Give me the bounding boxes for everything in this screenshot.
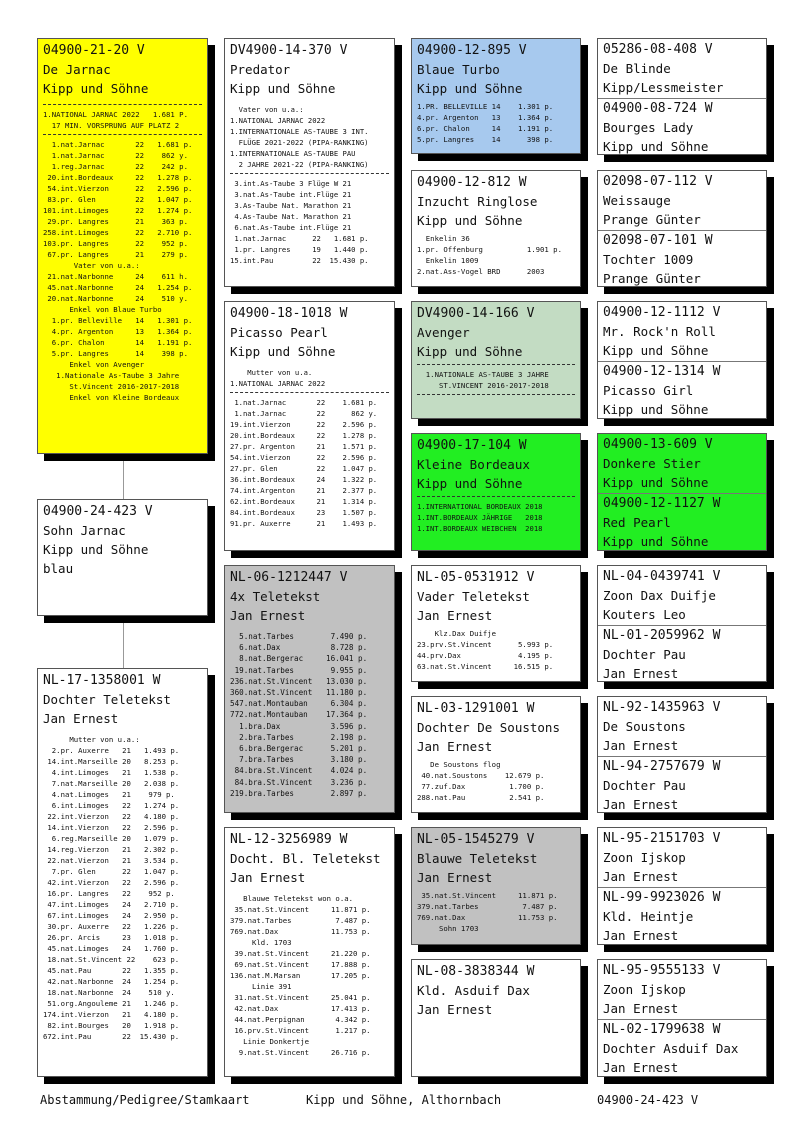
pigeon-name: Kleine Bordeaux [417,457,530,472]
pigeon-name: Vader Teletekst [417,589,530,604]
owner-name: Jan Ernest [43,711,119,726]
pigeon-name: Dochter De Soustons [417,720,560,735]
notes-header [230,367,389,389]
pigeon-name: Inzucht Ringlose [417,194,538,209]
note-line: 6.reg.Marseille 20 1.079 p. [43,834,180,843]
note-line: 1.nat.Jarnac 22 1.681 p. [230,234,369,243]
color-label: blau [43,561,74,576]
pigeon-name: Docht. Bl. Teletekst [230,851,381,866]
owner-name: Kipp und Söhne [603,343,709,358]
note-line: 67.pr. Langres 21 279 p. [43,250,188,259]
divider [598,887,766,888]
owner-name: Kouters Leo [603,607,686,622]
owner-name: Jan Ernest [417,1002,493,1017]
pigeon-name: De Blinde [603,61,671,76]
note-line: 17 MIN. VORSPRUNG AUF PLATZ 2 [43,121,180,130]
owner-name: Jan Ernest [417,870,493,885]
note-line: 40.nat.Soustons 12.679 p. [417,771,545,780]
note-line: Kld. 1703 [230,938,292,947]
owner-name: Prange Günter [603,271,701,286]
note-line: 6.int.Limoges 22 1.274 p. [43,801,180,810]
dashed-separator [43,104,202,105]
note-line: 27.pr. Glen 22 1.047 p. [230,464,378,473]
pigeon-name: Donkere Stier [603,456,701,471]
note-line: 288.nat.Pau 2.541 p. [417,793,545,802]
sire-card [37,38,208,454]
divider [598,625,766,626]
dashed-separator [417,394,575,395]
note-line: 1.INT.BORDEAUX WEIBCHEN 2018 [417,524,543,533]
pigeon-name: Picasso Pearl [230,325,328,340]
note-line: 20.nat.Narbonne 24 510 y. [43,294,188,303]
g4-card [597,696,767,813]
ring-number: NL-12-3256989 W [230,832,348,847]
g4-card [597,827,767,945]
results-list [43,139,202,403]
results-list [230,631,389,799]
note-line: 31.nat.St.Vincent 25.041 p. [230,993,371,1002]
note-line: 35.nat.St.Vincent 11.871 p. [230,905,371,914]
sire-dam-card [224,301,395,551]
ring-number: DV4900-14-370 V [230,43,348,58]
note-line: 42.nat.Dax 17.413 p. [230,1004,371,1013]
note-line: Blauwe Teletekst won o.a. [230,894,354,903]
owner-name: Prange Günter [603,212,701,227]
pigeon-name: Dochter Teletekst [43,692,171,707]
note-line: 258.int.Limoges 22 2.710 p. [43,228,193,237]
note-line: 7.pr. Glen 22 1.047 p. [43,867,180,876]
pigeon-name: Kld. Heintje [603,909,694,924]
sss-card [411,38,581,154]
note-line: 35.nat.St.Vincent 11.871 p. [417,891,558,900]
notes-header [43,109,202,131]
note-line: 14.reg.Vierzon 21 2.302 p. [43,845,180,854]
note-line: Linie Donkertje [230,1037,310,1046]
g4-card [597,38,767,155]
note-line: 67.int.Limoges 24 2.950 p. [43,911,180,920]
divider [598,98,766,99]
pigeon-name: De Soustons [603,719,686,734]
g4-card [597,170,767,287]
results-list [417,890,575,934]
footer-breeder: Kipp und Söhne, Althornbach [306,1093,502,1107]
note-line: 1.PR. BELLEVILLE 14 1.301 p. [417,102,554,111]
note-line: 772.nat.Montauban 17.364 p. [230,710,368,720]
owner-name: Jan Ernest [230,870,306,885]
note-line: 1.INT.BORDEAUX JÄHRIGE 2018 [417,513,543,522]
note-line: 5.pr. Langres 14 398 p. [417,135,554,144]
ring-number: DV4900-14-166 V [417,306,535,321]
note-line: 7.bra.Tarbes 3.180 p. [230,755,368,765]
note-line: 360.nat.St.Vincent 11.180 p. [230,688,368,698]
note-line: 18.nat.Narbonne 24 510 y. [43,988,175,997]
subject-card [37,499,208,616]
ring-number: NL-08-3838344 W [417,964,535,979]
note-line: 2.nat.Ass-Vogel BRD 2003 [417,267,545,276]
note-line: 23.prv.St.Vincent 5.993 p. [417,640,554,649]
connector-line [123,455,124,499]
note-line: 1.INTERNATIONAL BORDEAUX 2018 [417,502,543,511]
pigeon-name: Dochter Pau [603,647,686,662]
pigeon-name: Sohn Jarnac [43,523,126,538]
divider [598,361,766,362]
ring-number: 04900-21-20 V [43,43,145,58]
owner-name: Kipp und Söhne [417,476,523,491]
owner-name: Kipp und Söhne [603,534,709,549]
pigeon-name: Zoon Ijskop [603,850,686,865]
note-line: 63.nat.St.Vincent 16.515 p. [417,662,554,671]
divider [598,756,766,757]
note-line: 91.pr. Auxerre 21 1.493 p. [230,519,378,528]
ring-number: 04900-13-609 V [603,437,713,452]
pigeon-name: Predator [230,62,291,77]
dsd-card [411,696,581,813]
note-line: 1.INTERNATIONALE AS-TAUBE PAU [230,149,356,158]
owner-name: Kipp/Lessmeister [603,80,724,95]
note-line: 379.nat.Tarbes 7.487 p. [417,902,558,911]
pigeon-name: Blaue Turbo [417,62,500,77]
performance-notes [230,104,389,266]
note-line: 6.bra.Bergerac 5.201 p. [230,744,368,754]
dashed-separator [230,392,389,393]
pigeon-name: Picasso Girl [603,383,694,398]
note-line: 54.int.Vierzon 22 2.596 p. [230,453,378,462]
note-line: 6.nat.Dax 8.728 p. [230,643,368,653]
ring-number: 04900-08-724 W [603,101,713,116]
note-line: 45.nat.Narbonne 24 1.254 p. [43,283,193,292]
note-line: 769.nat.Dax 11.753 p. [230,927,371,936]
dashed-separator [43,134,202,135]
performance-notes [230,367,389,529]
note-line: 1.nat.Jarnac 22 1.681 p. [43,140,193,149]
notes-header [230,104,389,170]
connector-line [123,616,124,668]
dam-dam-card [224,827,395,1077]
owner-name: Kipp und Söhne [603,402,709,417]
owner-name: Jan Ernest [230,608,306,623]
note-line: 236.nat.St.Vincent 13.030 p. [230,676,368,686]
ring-number: 04900-12-1112 V [603,305,721,320]
ring-number: 05286-08-408 V [603,42,713,57]
owner-name: Kipp und Söhne [230,81,336,96]
g4-card [597,959,767,1077]
owner-name: Jan Ernest [603,928,679,943]
note-line: 101.int.Limoges 22 1.274 p. [43,206,193,215]
divider [598,230,766,231]
note-line: 47.int.Limoges 24 2.710 p. [43,900,180,909]
dashed-separator [417,364,575,365]
results-list [417,759,575,803]
ring-number: 02098-07-112 V [603,174,713,189]
note-line: 44.prv.Dax 4.195 p. [417,651,554,660]
note-line: 6.nat.As-Taube int.Flüge 21 [230,223,352,232]
ring-number: NL-02-1799638 W [603,1022,721,1037]
note-line: 45.nat.Limoges 24 1.760 p. [43,944,180,953]
g4-card [597,301,767,419]
pigeon-name: Zoon Ijskop [603,982,686,997]
note-line: 1.NATIONAL JARNAC 2022 [230,379,326,388]
performance-notes [417,496,575,534]
note-line: 2.pr. Auxerre 21 1.493 p. [43,746,180,755]
note-line: 20.int.Bordeaux 22 1.278 p. [43,173,193,182]
dashed-separator [230,173,389,174]
owner-name: Jan Ernest [603,738,679,753]
note-line: 51.org.Angouleme 21 1.246 p. [43,999,180,1008]
pigeon-name: Bourges Lady [603,120,694,135]
sdd-card [411,433,581,551]
note-line: 19.nat.Tarbes 9.955 p. [230,665,368,675]
note-line: 22.nat.Vierzon 21 3.534 p. [43,856,180,865]
divider [598,493,766,494]
ring-number: NL-03-1291001 W [417,701,535,716]
pigeon-name: Tochter 1009 [603,252,694,267]
note-line: 26.pr. Arcis 23 1.018 p. [43,933,180,942]
note-line: 547.nat.Montauban 6.304 p. [230,699,368,709]
note-line: 1.NATIONAL JARNAC 2022 1.681 P. [43,110,188,119]
note-line: 18.nat.St.Vincent 22 623 p. [43,955,180,964]
ring-number: 04900-12-1127 W [603,496,721,511]
ring-number: 02098-07-101 W [603,233,713,248]
note-line: Mutter von u.a. [230,368,313,377]
note-line: 44.nat.Perpignan 4.342 p. [230,1015,371,1024]
note-line: 2.bra.Tarbes 2.198 p. [230,732,368,742]
ring-number: 04900-12-1314 W [603,364,721,379]
owner-name: Jan Ernest [603,1001,679,1016]
footer-title: Abstammung/Pedigree/Stamkaart [40,1093,250,1107]
note-line: 136.nat.M.Marsan 17.205 p. [230,971,371,980]
results-list [43,734,202,1042]
ring-number: NL-05-0531912 V [417,570,535,585]
dam-card [37,668,208,1077]
owner-name: Kipp und Söhne [417,344,523,359]
note-line: 1.INTERNATIONALE AS-TAUBE 3 INT. [230,127,369,136]
note-line: 1.nat.Jarnac 22 1.681 p. [230,398,378,407]
note-line: 29.pr. Langres 21 363 p. [43,217,188,226]
note-line: 1.NATIONALE AS-TAUBE 3 JAHRE [417,370,549,379]
owner-name: Kipp und Söhne [230,344,336,359]
note-line: 1.bra.Dax 3.596 p. [230,721,368,731]
note-line: 5.nat.Tarbes 7.490 p. [230,632,368,641]
ring-number: NL-04-0439741 V [603,569,721,584]
note-line: 2 JAHRE 2021-22 (PIPA-RANKING) [230,160,369,169]
note-line: 83.pr. Glen 22 1.047 p. [43,195,193,204]
ddd-card [411,959,581,1077]
pigeon-name: Dochter Pau [603,778,686,793]
note-line: 103.pr. Langres 22 952 p. [43,239,188,248]
note-line: 77.zuf.Dax 1.700 p. [417,782,545,791]
pigeon-name: Zoon Dax Duifje [603,588,716,603]
ring-number: NL-95-9555133 V [603,963,721,978]
pigeon-name: Red Pearl [603,515,671,530]
note-line: 36.int.Bordeaux 24 1.322 p. [230,475,378,484]
pigeon-name: Mr. Rock'n Roll [603,324,716,339]
results-list [230,397,389,529]
note-line: 62.int.Bordeaux 21 1.314 p. [230,497,378,506]
ssd-card [411,170,581,287]
results-list [417,628,575,672]
results-list [417,101,575,145]
pigeon-name: Dochter Asduif Dax [603,1041,739,1056]
note-line: 21.nat.Narbonne 24 611 h. [43,272,188,281]
note-line: 14.int.Vierzon 22 2.596 p. [43,823,180,832]
note-line: Enkelin 1009 [417,256,479,265]
note-line: 1.NATIONAL JARNAC 2022 [230,116,326,125]
note-line: 1.pr. Langres 19 1.440 p. [230,245,369,254]
note-line: 1.pr. Belleville 14 1.301 p. [43,316,193,325]
ring-number: NL-06-1212447 V [230,570,348,585]
note-line: 20.int.Bordeaux 22 1.278 p. [230,431,378,440]
owner-name: Jan Ernest [603,1060,679,1075]
note-line: 15.int.Pau 22 15.430 p. [230,256,369,265]
note-line: Enkel von Blaue Turbo [43,305,162,314]
note-line: Enkel von Avenger [43,360,145,369]
note-line: 3.As-Taube Nat. Marathon 21 [230,201,352,210]
note-line: 6.pr. Chalon 14 1.191 p. [417,124,554,133]
note-line: Vater von u.a.: [43,261,140,270]
results-list [230,178,389,266]
note-line: Klz.Dax Duifje [417,629,497,638]
performance-notes [43,104,202,403]
note-line: 22.int.Vierzon 22 4.180 p. [43,812,180,821]
ring-number: 04900-18-1018 W [230,306,348,321]
owner-name: Kipp und Söhne [417,81,523,96]
ring-number: 04900-12-895 V [417,43,527,58]
results-list [230,893,389,1058]
pigeon-name: Avenger [417,325,470,340]
results-list [417,501,575,534]
note-line: 379.nat.Tarbes 7.487 p. [230,916,371,925]
note-line: Vater von u.a.: [230,105,304,114]
note-line: 8.nat.Bergerac 16.041 p. [230,654,368,664]
note-line: 42.int.Vierzon 22 2.596 p. [43,878,180,887]
dam-sire-card [224,565,395,813]
performance-notes [417,364,575,395]
g4-card [597,565,767,682]
note-line: 82.int.Bourges 20 1.918 p. [43,1021,180,1030]
note-line: 4.pr. Argenton 13 1.364 p. [43,327,193,336]
owner-name: Jan Ernest [603,869,679,884]
results-list [417,369,575,391]
divider [598,1019,766,1020]
note-line: 54.int.Vierzon 22 2.596 p. [43,184,193,193]
note-line: 6.pr. Chalon 14 1.191 p. [43,338,193,347]
ring-number: 04900-17-104 W [417,438,527,453]
note-line: 84.int.Bordeaux 23 1.507 p. [230,508,378,517]
ring-number: NL-94-2757679 W [603,759,721,774]
results-list [417,233,575,277]
note-line: ST.VINCENT 2016-2017-2018 [417,381,549,390]
note-line: 4.nat.Limoges 21 979 p. [43,790,175,799]
note-line: Linie 391 [230,982,292,991]
footer-ring: 04900-24-423 V [597,1093,699,1107]
dashed-separator [417,496,575,497]
pigeon-name: De Jarnac [43,62,111,77]
dss-card [411,565,581,682]
note-line: 69.nat.St.Vincent 17.888 p. [230,960,371,969]
owner-name: Jan Ernest [603,797,679,812]
note-line: 672.int.Pau 22 15.430 p. [43,1032,180,1041]
note-line: 219.bra.Tarbes 2.897 p. [230,788,368,798]
note-line: 4.int.Limoges 21 1.538 p. [43,768,180,777]
note-line: 84.bra.St.Vincent 3.236 p. [230,777,368,787]
owner-name: Kipp und Söhne [417,213,523,228]
note-line: 3.int.As-Taube 3 Flüge W 21 [230,179,352,188]
note-line: 30.pr. Auxerre 22 1.226 p. [43,922,180,931]
ring-number: 04900-12-812 W [417,175,527,190]
note-line: 1.nat.Jarnac 22 862 y. [43,151,188,160]
sds-card [411,301,581,419]
note-line: 84.bra.St.Vincent 4.024 p. [230,766,368,776]
g4-card [597,433,767,551]
note-line: FLÜGE 2021-2022 (PIPA-RANKING) [230,138,369,147]
pigeon-name: 4x Teletekst [230,589,321,604]
note-line: 74.int.Argenton 21 2.377 p. [230,486,378,495]
owner-name: Jan Ernest [417,739,493,754]
note-line: 7.nat.Marseille 20 2.038 p. [43,779,180,788]
note-line: 1.reg.Jarnac 22 242 p. [43,162,188,171]
note-line: 14.int.Marseille 20 8.253 p. [43,757,180,766]
note-line: 19.int.Vierzon 22 2.596 p. [230,420,378,429]
note-line: 39.nat.St.Vincent 21.220 p. [230,949,371,958]
note-line: Enkel von Kleine Bordeaux [43,393,180,402]
ring-number: NL-99-9923026 W [603,890,721,905]
owner-name: Kipp und Söhne [43,81,149,96]
note-line: 769.nat.Dax 11.753 p. [417,913,558,922]
note-line: 5.pr. Langres 14 398 p. [43,349,188,358]
ring-number: NL-05-1545279 V [417,832,535,847]
pigeon-name: Kld. Asduif Dax [417,983,530,998]
note-line: 174.int.Vierzon 21 4.180 p. [43,1010,180,1019]
ring-number: NL-01-2059962 W [603,628,721,643]
owner-name: Jan Ernest [603,666,679,681]
sire-sire-card [224,38,395,287]
ring-number: NL-17-1358001 W [43,673,161,688]
note-line: Enkelin 36 [417,234,470,243]
note-line: 1.Nationale As-Taube 3 Jahre [43,371,180,380]
note-line: 1.nat.Jarnac 22 862 y. [230,409,378,418]
note-line: 1.pr. Offenburg 1.901 p. [417,245,562,254]
pigeon-name: Blauwe Teletekst [417,851,538,866]
owner-name: Kipp und Söhne [43,542,149,557]
ring-number: NL-95-2151703 V [603,831,721,846]
ring-number: NL-92-1435963 V [603,700,721,715]
note-line: 45.nat.Pau 22 1.355 p. [43,966,180,975]
ring-number: 04900-24-423 V [43,504,153,519]
note-line: 16.prv.St.Vincent 1.217 p. [230,1026,371,1035]
note-line: 27.pr. Argenton 21 1.571 p. [230,442,378,451]
note-line: Sohn 1703 [417,924,479,933]
owner-name: Kipp und Söhne [603,475,709,490]
note-line: 9.nat.St.Vincent 26.716 p. [230,1048,371,1057]
dds-card [411,827,581,945]
note-line: 42.nat.Narbonne 24 1.254 p. [43,977,180,986]
note-line: 3.nat.As-Taube int.Flüge 21 [230,190,352,199]
note-line: St.Vincent 2016-2017-2018 [43,382,180,391]
note-line: Mutter von u.a.: [43,735,140,744]
note-line: 16.pr. Langres 22 952 p. [43,889,175,898]
owner-name: Kipp und Söhne [603,139,709,154]
note-line: De Soustons flog [417,760,501,769]
note-line: 4.pr. Argenton 13 1.364 p. [417,113,554,122]
note-line: 4.As-Taube Nat. Marathon 21 [230,212,352,221]
pigeon-name: Weissauge [603,193,671,208]
owner-name: Jan Ernest [417,608,493,623]
